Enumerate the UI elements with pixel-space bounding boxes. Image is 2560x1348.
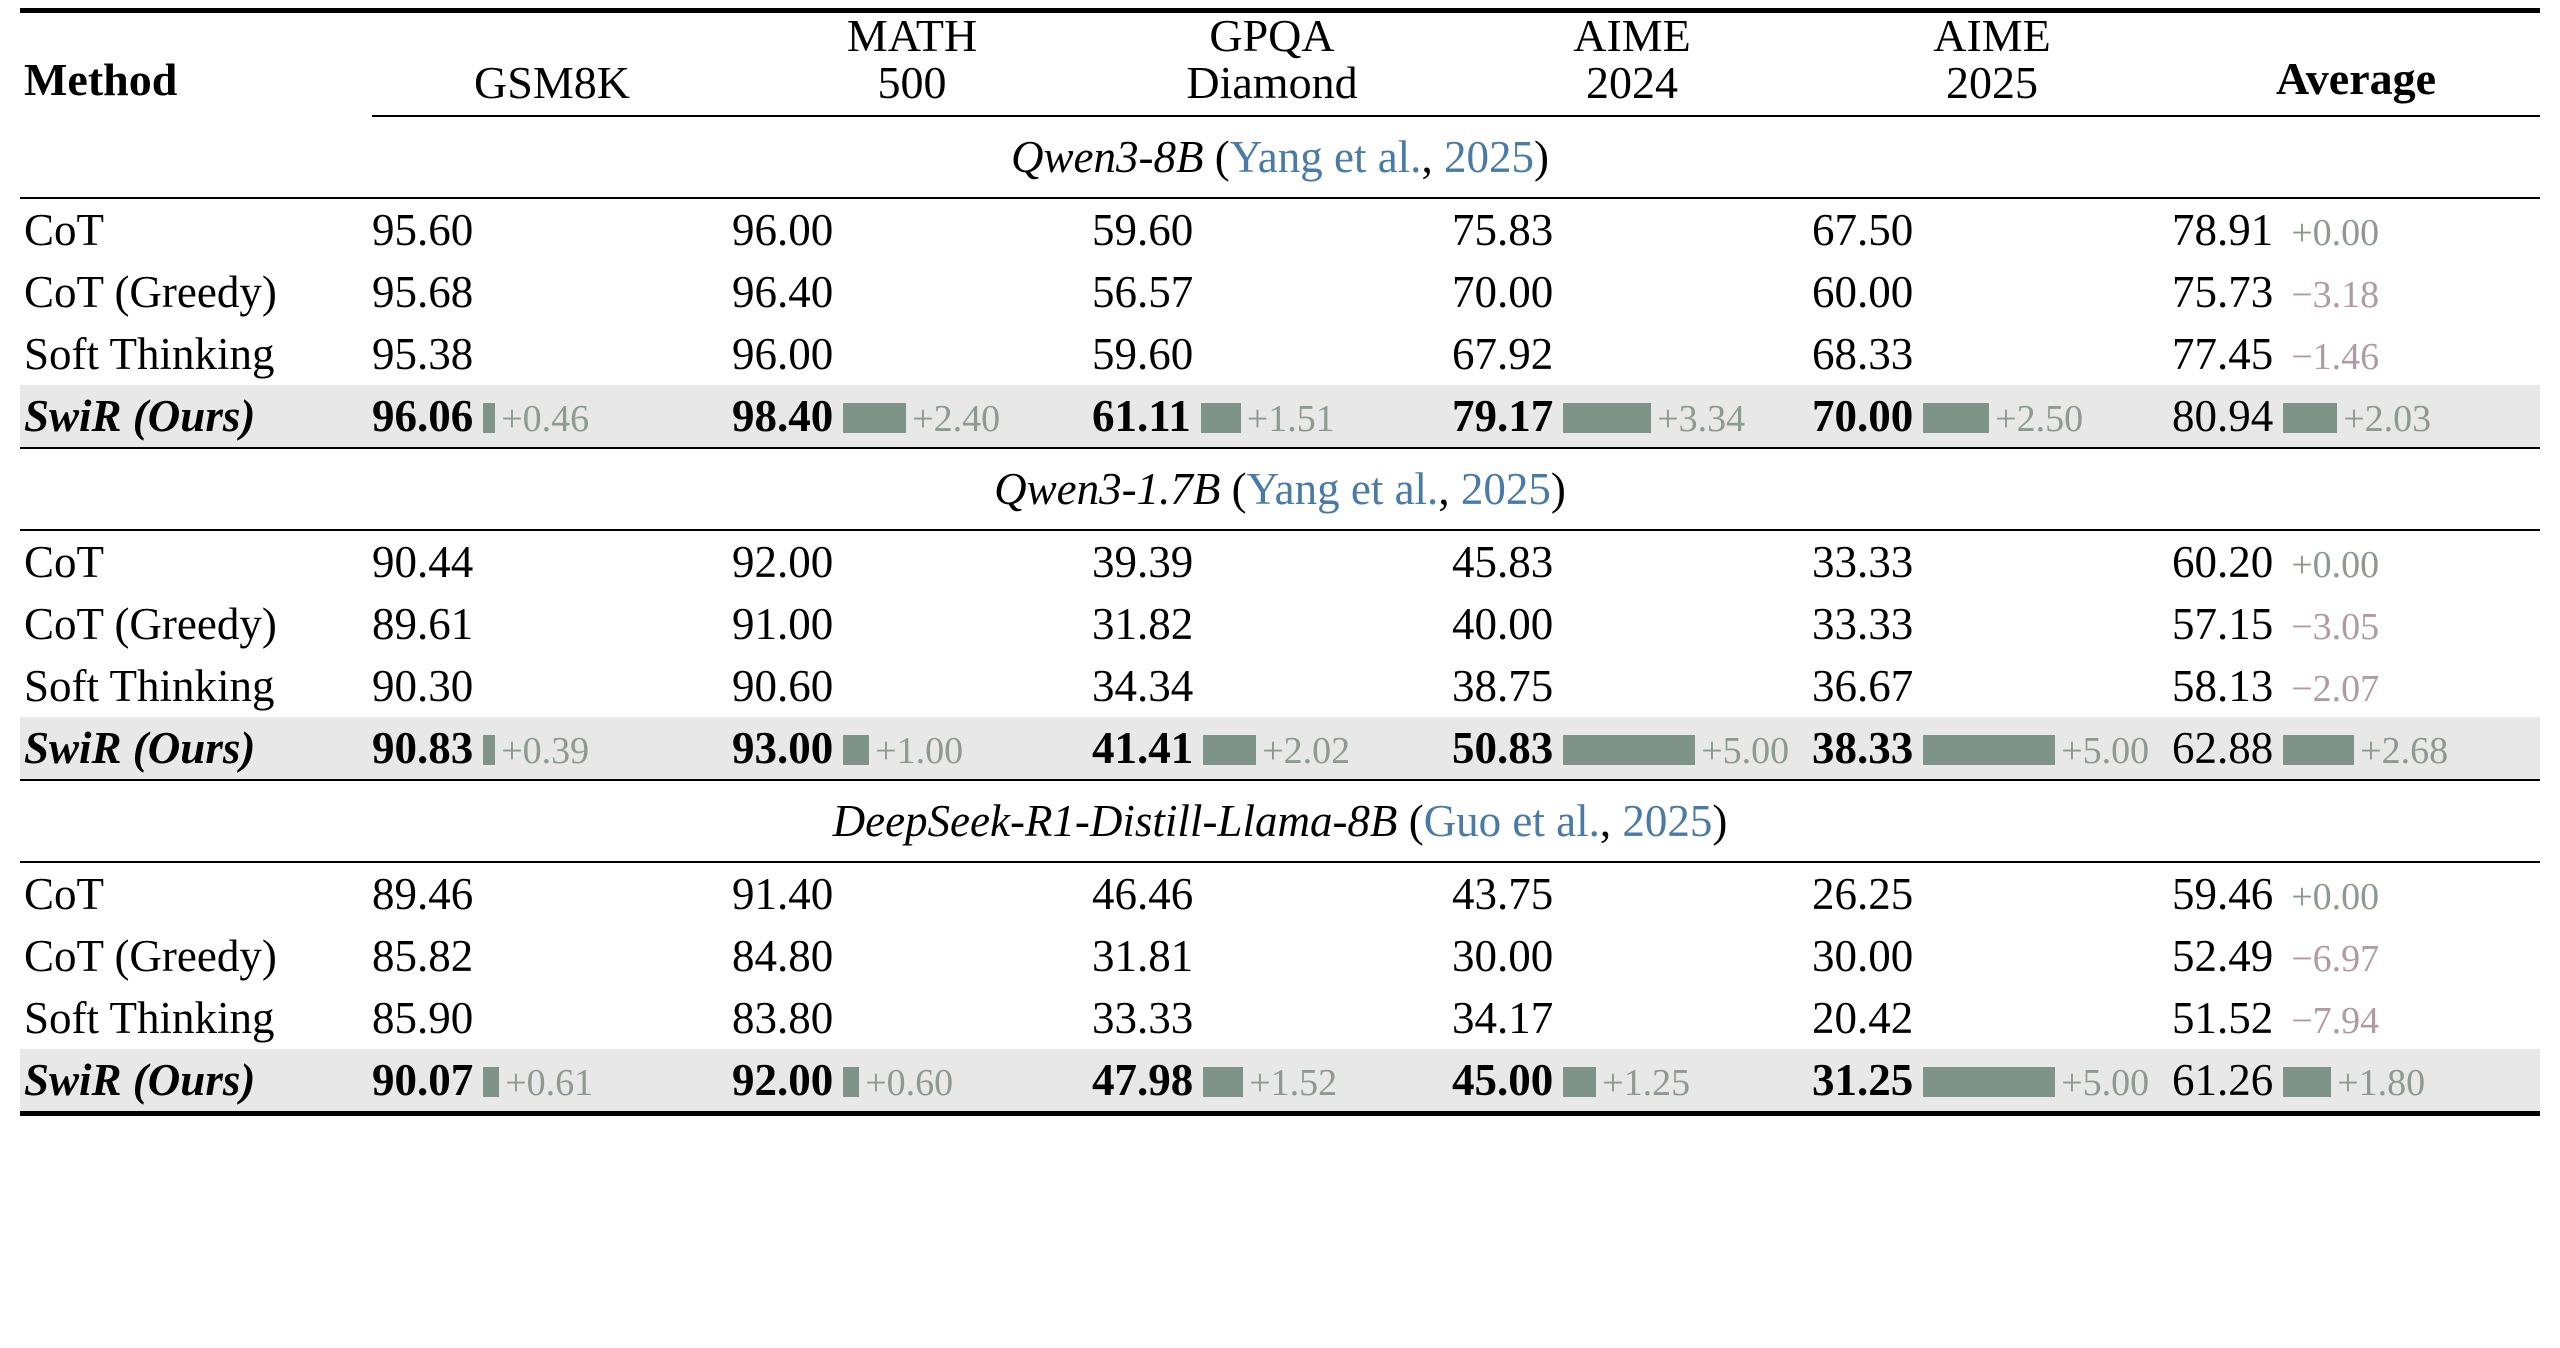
row-metric-cell: [732, 655, 1092, 717]
group-cite-year-0[interactable]: 2025: [1443, 131, 1534, 182]
average-delta-value: −6.97: [2291, 937, 2380, 980]
row-metric-cell: [732, 593, 1092, 655]
group-cite-year-2[interactable]: 2025: [1622, 795, 1713, 846]
row-metric-cell: [1092, 987, 1452, 1049]
metric-value: 90.60: [732, 660, 834, 711]
metric-value: 38.33: [1812, 722, 1914, 773]
table-row: [20, 987, 2540, 1049]
metric-value: 60.00: [1812, 266, 1914, 317]
metric-value: 93.00: [732, 722, 834, 773]
delta-value: +5.00: [2061, 1061, 2150, 1104]
group-cite-open-1: (: [1220, 463, 1247, 514]
delta-bar: [1563, 403, 1651, 433]
header-col-4: [1452, 10, 1812, 116]
row-method-label: CoT (Greedy): [24, 266, 277, 317]
metric-value: 67.50: [1812, 204, 1914, 255]
group-cite-author-0[interactable]: Yang et al.: [1229, 131, 1422, 182]
metric-value: 96.00: [732, 328, 834, 379]
delta-bar: [1923, 1067, 2055, 1097]
group-cite-sep-1: ,: [1438, 463, 1461, 514]
header-col-2-line2: 500: [877, 56, 947, 108]
row-metric-cell: [372, 987, 732, 1049]
row-average-cell: [2172, 199, 2540, 261]
header-method: Method: [24, 53, 178, 105]
metric-value: 26.25: [1812, 868, 1914, 919]
metric-value: 33.33: [1092, 992, 1194, 1043]
row-metric-cell: [732, 531, 1092, 593]
group-cite-sep-0: ,: [1421, 131, 1444, 182]
metric-value: 46.46: [1092, 868, 1194, 919]
delta-value: +1.00: [875, 729, 964, 772]
delta-value: +5.00: [1701, 729, 1790, 772]
metric-value: 68.33: [1812, 328, 1914, 379]
delta-value: +3.34: [1657, 397, 1746, 440]
row-metric-cell: [1452, 863, 1812, 925]
metric-value: 70.00: [1452, 266, 1554, 317]
row-metric-cell: [732, 385, 1092, 448]
row-metric-cell: [372, 531, 732, 593]
delta-value: +0.61: [505, 1061, 594, 1104]
metric-value: 30.00: [1452, 930, 1554, 981]
row-metric-cell: [1812, 261, 2172, 323]
row-metric-cell: [372, 323, 732, 385]
table-header-row: [20, 13, 2540, 116]
group-cite-open-2: (: [1397, 795, 1424, 846]
metric-value: 95.38: [372, 328, 474, 379]
average-value: 75.73: [2172, 266, 2274, 317]
header-col-5: [1812, 10, 2172, 116]
metric-value: 34.34: [1092, 660, 1194, 711]
average-delta-value: +2.03: [2343, 397, 2432, 440]
delta-bar: [1563, 1067, 1596, 1097]
delta-value: +0.46: [501, 397, 590, 440]
metric-value: 84.80: [732, 930, 834, 981]
row-method-label: Soft Thinking: [24, 992, 275, 1043]
metric-value: 90.30: [372, 660, 474, 711]
row-metric-cell: [1812, 863, 2172, 925]
average-value: 62.88: [2172, 722, 2274, 773]
average-delta-value: +0.00: [2291, 543, 2380, 586]
delta-bar: [483, 1067, 499, 1097]
header-col-3: [1092, 10, 1452, 116]
row-metric-cell: [372, 261, 732, 323]
metric-value: 96.00: [732, 204, 834, 255]
delta-bar: [1923, 403, 1989, 433]
row-average-cell: [2172, 655, 2540, 717]
metric-value: 91.40: [732, 868, 834, 919]
row-metric-cell: [1092, 199, 1452, 261]
row-metric-cell: [1092, 593, 1452, 655]
header-col-5-line1: AIME: [1933, 10, 2051, 61]
average-value: 52.49: [2172, 930, 2274, 981]
average-value: 80.94: [2172, 390, 2274, 441]
row-method-label: CoT (Greedy): [24, 598, 277, 649]
row-method-label: Soft Thinking: [24, 660, 275, 711]
row-metric-cell: [1092, 655, 1452, 717]
metric-value: 79.17: [1452, 390, 1554, 441]
group-cite-author-1[interactable]: Yang et al.: [1246, 463, 1439, 514]
metric-value: 33.33: [1812, 598, 1914, 649]
average-value: 61.26: [2172, 1054, 2274, 1105]
average-value: 59.46: [2172, 868, 2274, 919]
row-metric-cell: [372, 199, 732, 261]
delta-bar: [1201, 403, 1241, 433]
table-row: [20, 531, 2540, 593]
table-row: [20, 655, 2540, 717]
group-cite-close-0: ): [1533, 131, 1549, 182]
metric-value: 85.82: [372, 930, 474, 981]
table-row: [20, 261, 2540, 323]
table-row: [20, 199, 2540, 261]
metric-value: 85.90: [372, 992, 474, 1043]
row-average-cell: [2172, 987, 2540, 1049]
row-metric-cell: [1092, 925, 1452, 987]
row-metric-cell: [1812, 385, 2172, 448]
table-row: [20, 925, 2540, 987]
row-metric-cell: [1812, 717, 2172, 780]
delta-value: +2.02: [1262, 729, 1351, 772]
row-metric-cell: [1452, 593, 1812, 655]
row-method-label: CoT (Greedy): [24, 930, 277, 981]
metric-value: 95.68: [372, 266, 474, 317]
header-col-1-line1: GSM8K: [474, 56, 630, 108]
metric-value: 20.42: [1812, 992, 1914, 1043]
metric-value: 45.83: [1452, 536, 1554, 587]
delta-bar: [483, 403, 495, 433]
table-row: [20, 323, 2540, 385]
delta-bar: [483, 735, 495, 765]
row-metric-cell: [372, 1049, 732, 1114]
delta-value: +1.51: [1246, 397, 1335, 440]
metric-value: 90.44: [372, 536, 474, 587]
metric-value: 96.06: [372, 390, 474, 441]
row-average-cell: [2172, 593, 2540, 655]
row-average-cell: [2172, 531, 2540, 593]
average-value: 60.20: [2172, 536, 2274, 587]
row-metric-cell: [372, 925, 732, 987]
average-delta-value: −3.18: [2291, 273, 2380, 316]
row-metric-cell: [1452, 385, 1812, 448]
row-average-cell: [2172, 323, 2540, 385]
group-cite-close-1: ): [1550, 463, 1566, 514]
row-method-label: SwiR (Ours): [20, 717, 372, 780]
delta-bar: [1923, 735, 2055, 765]
row-metric-cell: [1812, 531, 2172, 593]
metric-value: 75.83: [1452, 204, 1554, 255]
average-delta-bar: [2283, 735, 2354, 765]
row-average-cell: [2172, 261, 2540, 323]
row-metric-cell: [1812, 593, 2172, 655]
group-cite-year-1[interactable]: 2025: [1460, 463, 1551, 514]
row-metric-cell: [1812, 655, 2172, 717]
metric-value: 38.75: [1452, 660, 1554, 711]
row-metric-cell: [732, 717, 1092, 780]
delta-bar: [1203, 735, 1256, 765]
delta-value: +2.40: [912, 397, 1001, 440]
results-table-container: [0, 8, 2560, 1116]
row-metric-cell: [1452, 925, 1812, 987]
group-model-name-2: DeepSeek-R1-Distill-Llama-8B: [832, 795, 1398, 846]
row-metric-cell: [1092, 863, 1452, 925]
metric-value: 47.98: [1092, 1054, 1194, 1105]
row-metric-cell: [1452, 323, 1812, 385]
metric-value: 40.00: [1452, 598, 1554, 649]
table-row: [20, 385, 2540, 448]
row-average-cell: [2172, 863, 2540, 925]
header-average: Average: [2172, 13, 2540, 116]
metric-value: 39.39: [1092, 536, 1194, 587]
row-metric-cell: [1452, 199, 1812, 261]
metric-value: 33.33: [1812, 536, 1914, 587]
row-metric-cell: [372, 655, 732, 717]
metric-value: 89.46: [372, 868, 474, 919]
group-model-name-1: Qwen3-1.7B: [994, 463, 1221, 514]
group-header-0: [20, 116, 2540, 198]
metric-value: 90.07: [372, 1054, 474, 1105]
average-value: 78.91: [2172, 204, 2274, 255]
metric-value: 98.40: [732, 390, 834, 441]
row-metric-cell: [732, 863, 1092, 925]
metric-value: 56.57: [1092, 266, 1194, 317]
delta-value: +1.25: [1602, 1061, 1691, 1104]
row-metric-cell: [1092, 323, 1452, 385]
header-col-4-line1: AIME: [1573, 10, 1691, 61]
header-col-2: [732, 10, 1092, 116]
row-metric-cell: [1812, 323, 2172, 385]
row-metric-cell: [1092, 531, 1452, 593]
group-model-name-0: Qwen3-8B: [1011, 131, 1204, 182]
metric-value: 34.17: [1452, 992, 1554, 1043]
group-header-2: [20, 781, 2540, 862]
metric-value: 50.83: [1452, 722, 1554, 773]
row-metric-cell: [732, 261, 1092, 323]
delta-value: +1.52: [1249, 1061, 1338, 1104]
metric-value: 31.25: [1812, 1054, 1914, 1105]
row-metric-cell: [732, 1049, 1092, 1114]
row-metric-cell: [1812, 987, 2172, 1049]
metric-value: 67.92: [1452, 328, 1554, 379]
row-metric-cell: [1812, 199, 2172, 261]
metric-value: 59.60: [1092, 204, 1194, 255]
row-average-cell: [2172, 1049, 2540, 1114]
table-bottomrule: [20, 1113, 2540, 1116]
average-value: 77.45: [2172, 328, 2274, 379]
delta-bar: [843, 403, 906, 433]
table-row: [20, 717, 2540, 780]
row-metric-cell: [732, 323, 1092, 385]
row-metric-cell: [1092, 717, 1452, 780]
row-method-label: CoT: [24, 204, 105, 255]
average-value: 58.13: [2172, 660, 2274, 711]
row-metric-cell: [1452, 261, 1812, 323]
average-delta-value: −1.46: [2291, 335, 2380, 378]
table-row: [20, 1049, 2540, 1114]
delta-value: +0.39: [501, 729, 590, 772]
metric-value: 95.60: [372, 204, 474, 255]
metric-value: 92.00: [732, 536, 834, 587]
row-metric-cell: [732, 199, 1092, 261]
metric-value: 83.80: [732, 992, 834, 1043]
metric-value: 41.41: [1092, 722, 1194, 773]
metric-value: 45.00: [1452, 1054, 1554, 1105]
group-cite-author-2[interactable]: Guo et al.: [1423, 795, 1600, 846]
average-delta-value: −2.07: [2291, 667, 2380, 710]
average-delta-bar: [2283, 1067, 2331, 1097]
table-row: [20, 593, 2540, 655]
average-delta-value: +1.80: [2337, 1061, 2426, 1104]
row-metric-cell: [732, 987, 1092, 1049]
average-delta-value: +0.00: [2291, 211, 2380, 254]
row-metric-cell: [1452, 1049, 1812, 1114]
header-col-5-line2: 2025: [1946, 56, 2038, 108]
metric-value: 70.00: [1812, 390, 1914, 441]
metric-value: 91.00: [732, 598, 834, 649]
row-metric-cell: [1452, 717, 1812, 780]
row-metric-cell: [1452, 987, 1812, 1049]
metric-value: 31.81: [1092, 930, 1194, 981]
row-metric-cell: [1812, 925, 2172, 987]
delta-value: +5.00: [2061, 729, 2150, 772]
header-col-4-line2: 2024: [1586, 56, 1678, 108]
delta-bar: [843, 735, 869, 765]
header-col-2-line1: MATH: [846, 10, 978, 61]
row-metric-cell: [372, 717, 732, 780]
group-cite-close-2: ): [1712, 795, 1728, 846]
metric-value: 30.00: [1812, 930, 1914, 981]
metric-value: 90.83: [372, 722, 474, 773]
row-metric-cell: [1092, 261, 1452, 323]
row-metric-cell: [1092, 385, 1452, 448]
row-method-label: Soft Thinking: [24, 328, 275, 379]
metric-value: 43.75: [1452, 868, 1554, 919]
results-table: [20, 8, 2540, 1116]
row-metric-cell: [372, 385, 732, 448]
average-delta-bar: [2283, 403, 2337, 433]
average-value: 51.52: [2172, 992, 2274, 1043]
row-average-cell: [2172, 925, 2540, 987]
metric-value: 59.60: [1092, 328, 1194, 379]
average-delta-value: −3.05: [2291, 605, 2380, 648]
group-header-1: [20, 449, 2540, 530]
average-delta-value: +0.00: [2291, 875, 2380, 918]
row-metric-cell: [372, 593, 732, 655]
row-method-label: SwiR (Ours): [20, 1049, 372, 1114]
row-method-label: CoT: [24, 868, 105, 919]
row-metric-cell: [1452, 531, 1812, 593]
delta-bar: [1563, 735, 1695, 765]
row-metric-cell: [732, 925, 1092, 987]
group-cite-sep-2: ,: [1599, 795, 1623, 846]
average-delta-value: +2.68: [2360, 729, 2449, 772]
group-cite-open-0: (: [1203, 131, 1230, 182]
row-method-label: CoT: [24, 536, 105, 587]
header-col-3-line2: Diamond: [1186, 56, 1358, 108]
delta-bar: [843, 1067, 859, 1097]
row-metric-cell: [1092, 1049, 1452, 1114]
metric-value: 89.61: [372, 598, 474, 649]
average-value: 57.15: [2172, 598, 2274, 649]
metric-value: 92.00: [732, 1054, 834, 1105]
row-method-label: SwiR (Ours): [20, 385, 372, 448]
metric-value: 96.40: [732, 266, 834, 317]
row-average-cell: [2172, 385, 2540, 448]
header-col-1: [372, 13, 732, 116]
delta-value: +2.50: [1995, 397, 2084, 440]
metric-value: 36.67: [1812, 660, 1914, 711]
row-metric-cell: [1812, 1049, 2172, 1114]
average-delta-value: −7.94: [2291, 999, 2380, 1042]
row-average-cell: [2172, 717, 2540, 780]
delta-bar: [1203, 1067, 1243, 1097]
metric-value: 31.82: [1092, 598, 1194, 649]
table-row: [20, 863, 2540, 925]
metric-value: 61.11: [1092, 390, 1191, 441]
delta-value: +0.60: [865, 1061, 954, 1104]
row-metric-cell: [372, 863, 732, 925]
row-metric-cell: [1452, 655, 1812, 717]
header-col-3-line1: GPQA: [1209, 10, 1335, 61]
